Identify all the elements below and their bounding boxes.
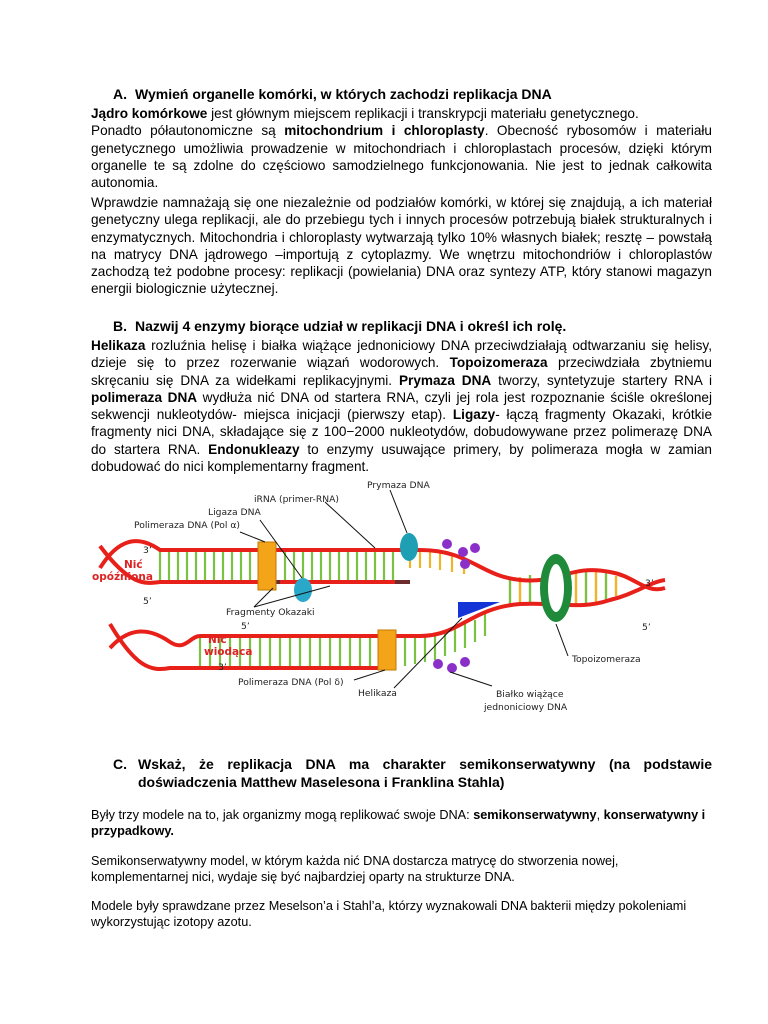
- label-pol-alpha: Polimeraza DNA (Pol α): [134, 520, 241, 531]
- section-c-paragraph-3: Modele były sprawdzane przez Meselson’a i Stahl’a, którzy wyznakowali DNA bakterii między pokoleniami wykorzystując izotopy azotu.: [91, 899, 687, 929]
- heading-c: [113, 756, 712, 791]
- heading-b-letter: B.: [113, 318, 127, 334]
- label-topoizomeraza: Topoizomeraza: [572, 654, 641, 665]
- primase-shape: [400, 533, 418, 561]
- label-5prime-right: 5’: [642, 622, 651, 633]
- label-5prime-top: 5’: [143, 596, 152, 607]
- term-helikaza: Helikaza: [91, 338, 146, 353]
- label-lagging-2: opóźniona: [92, 571, 153, 583]
- term-polimeraza: polimeraza DNA: [91, 389, 198, 405]
- label-ssb-1: Białko wiążące: [496, 689, 564, 700]
- heading-c-letter: C.: [113, 756, 127, 772]
- label-leading-2: wiodąca: [204, 646, 253, 658]
- text: - łączą fragmenty Okazaki, krótkie fragmenty nici DNA, składające się z 100−2000 nukleotydów, dobudowywane przez polimerazę DNA do startera RNA.: [91, 407, 712, 457]
- term-jadro: Jądro komórkowe: [91, 106, 208, 121]
- section-c-paragraph-1: [91, 807, 712, 839]
- text: Ponadto półautonomiczne są: [91, 123, 285, 139]
- term-topoizomeraza: Topoizomeraza: [449, 355, 548, 371]
- text: tworzy, syntetyzuje startery RNA i: [491, 372, 712, 388]
- label-leading-1: Nić: [208, 634, 227, 646]
- label-3prime-right: 3’: [645, 578, 654, 589]
- section-b-paragraph: [91, 337, 712, 475]
- section-a-paragraph-1: [91, 105, 712, 191]
- text: jest głównym miejscem replikacji i transkrypcji materiału genetycznego.: [207, 106, 639, 121]
- heading-b-title: Nazwij 4 enzymy biorące udział w replikacji DNA i określ ich rolę.: [135, 318, 567, 334]
- text: to enzymy usuwające primery, by polimeraza mogła w zamian dobudować do nici komplementarny fragment.: [91, 441, 712, 475]
- replication-fork-diagram: [90, 476, 670, 721]
- label-3prime-bottom: 3’: [218, 662, 227, 673]
- heading-a-letter: A.: [113, 86, 127, 102]
- text: wydłuża nić DNA od startera RNA, czyli jej rola jest rozpoznanie ściśle określonej sekwencji nukleotydów- miejsca inicjacji (pierwszy etap).: [91, 389, 712, 423]
- label-ssb-2: jednoniciowy DNA: [484, 702, 568, 713]
- label-helikaza: Helikaza: [358, 688, 397, 699]
- term-endonukleazy: Endonukleazy: [208, 441, 300, 457]
- term-mitochondrium: mitochondrium i chloroplasty: [284, 123, 485, 139]
- pol-alpha-block: [258, 542, 276, 590]
- label-prymaza: Prymaza DNA: [367, 480, 430, 491]
- term-konserwatywny: konserwatywny i przypadkowy.: [91, 808, 706, 838]
- term-ligazy: Ligazy: [452, 407, 496, 423]
- ligase-shape: [294, 578, 312, 602]
- section-c-paragraph-2: Semikonserwatywny model, w którym każda nić DNA dostarcza matrycę do stworzenia nowej, komplementarnej nici, wydaje się być najbardziej oparty na strukturze DNA.: [91, 854, 619, 884]
- topoisomerase-ring: [540, 554, 572, 622]
- label-pol-delta: Polimeraza DNA (Pol δ): [238, 677, 344, 688]
- label-5prime-bottom: 5’: [241, 621, 250, 632]
- heading-b: [113, 318, 566, 334]
- text: . Obecność rybosomów i materiału genetycznego umożliwia prowadzenie w mitochondriach i chloroplastach procesów, dzięki którym organelle te są zdolne do częściowo samodzielnego funkcjonowania. Nie jest to jednak całkowita autonomia.: [91, 123, 712, 191]
- pol-delta-block: [378, 630, 396, 670]
- heading-a: [113, 86, 552, 102]
- label-ligaza: Ligaza DNA: [208, 507, 261, 518]
- label-irna: iRNA (primer-RNA): [254, 494, 339, 505]
- label-lagging-1: Nić: [124, 559, 143, 571]
- text: ,: [596, 808, 604, 822]
- label-okazaki: Fragmenty Okazaki: [226, 607, 315, 618]
- text: przeciwdziała zbytniemu skręcaniu się DNA za widełkami replikacyjnymi.: [91, 355, 712, 388]
- text: rozluźnia helisę i białka wiążące jednoniciowy DNA przeciwdziałają odtwarzaniu się helisy, dzieje się to przez rozerwanie wiązań wodorowych.: [91, 338, 712, 371]
- term-semikonserwatywny: semikonserwatywny: [473, 808, 597, 822]
- term-prymaza: Prymaza DNA: [398, 372, 492, 388]
- heading-c-title: Wskaż, że replikacja DNA ma charakter semikonserwatywny (na podstawie doświadczenia Matthew Maselesona i Franklina Stahla): [138, 756, 712, 790]
- label-3prime-top: 3’: [143, 545, 152, 556]
- section-a-paragraph-2: Wprawdzie namnażają się one niezależnie od podziałów komórki, w której się znajdują, a ich materiał genetyczny ulega replikacji, ale do przebiegu tych i innych procesów potrzebują białek strukturalnych i enzymatycznych. Mitochondria i chloroplasty wytwarzają tylko 10% własnych białek; resztę – powstałą na matrycy DNA jądrowego –importują z cytoplazmy. We wnętrzu mitochondriów i chloroplastów zachodzą też podobne procesy: replikacji (powielania) DNA oraz syntezy ATP, który stanowi magazyn energii biologicznie użytecznej.: [91, 195, 712, 297]
- text: Były trzy modele na to, jak organizmy mogą replikować swoje DNA:: [91, 808, 474, 822]
- heading-a-title: Wymień organelle komórki, w których zachodzi replikacja DNA: [135, 86, 552, 102]
